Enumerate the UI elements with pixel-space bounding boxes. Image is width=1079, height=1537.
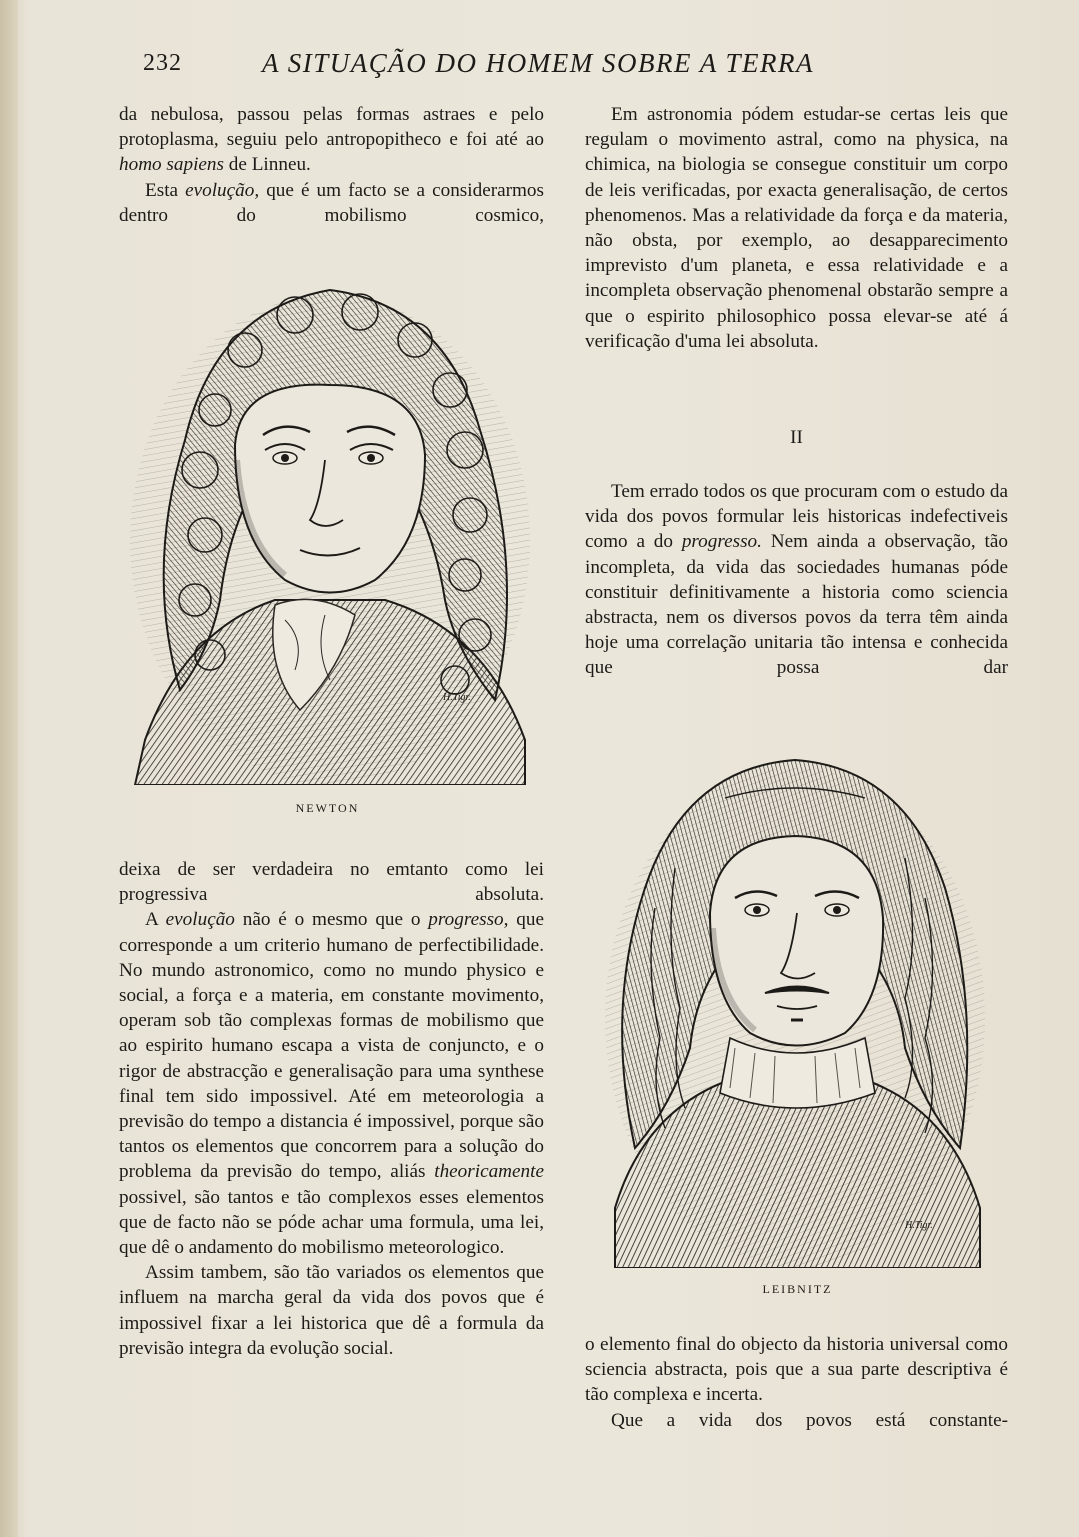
left-column-bottom-text (119, 857, 544, 1361)
paragraph: deixa de ser verdadeira no emtanto como lei progressiva absoluta. (119, 859, 544, 906)
section-number: II (790, 427, 803, 448)
paragraph: Em astronomia pódem estudar-se certas leis que regulam o movimento astral, como na physica, na chimica, na biologia se consegue constituir um corpo de leis verificadas, por exacta generalisação, de certos phenomenos. Mas a relatividade da força e da materia, não obsta, por exemplo, ao desapparecimento imprevisto d'um planeta, e essa relatividade e a incompleta observação phenomenal obstarão sempre a que o espirito philosophico possa elevar-se até á verificação d'uma lei absoluta. (585, 104, 1008, 352)
left-column-top-text (119, 102, 544, 228)
newton-engraving-image (125, 270, 530, 785)
paragraph: Esta evolução, que é um facto se a considerarmos dentro do mobilismo cosmico, (119, 179, 544, 226)
page-number: 232 (143, 50, 182, 76)
right-column-top-text (585, 102, 1008, 354)
paragraph: Tem errado todos os que procuram com o estudo da vida dos povos formular leis historicas indefectiveis como a do progresso. Nem ainda a observação, tão incompleta, da vida das sociedades humanas póde constituir definitivamente a historia como sciencia abstracta, nem os diversos povos da terra têm ainda hoje uma correlação unitaria tão intensa e conhecida que possa dar (585, 481, 1008, 679)
page-header (0, 48, 1079, 88)
paragraph: o elemento final do objecto da historia universal como sciencia abstracta, pois que a sua parte descriptiva é tão complexa e incerta. (585, 1334, 1008, 1406)
right-column-section-text (585, 479, 1008, 681)
leibnitz-portrait (605, 748, 990, 1268)
right-column-bottom-text (585, 1332, 1008, 1433)
paragraph: A evolução não é o mesmo que o progresso, que corresponde a um criterio humano de perfectibilidade. No mundo astronomico, como no mundo physico e social, a força e a materia, em constante movimento, operam sob tão complexas formas de mobilismo que ao espirito humano escapa a vista de conjuncto, e o rigor de abstracção e generalisação para uma synthese final tem sido impossivel. Até em meteorologia a previsão do tempo a distancia é impossivel, porque são tantos os elementos que concorrem para a solução do problema da previsão do tempo, aliás theoricamente possivel, são tantos e tão complexos esses elementos que de facto não se póde achar uma formula, uma lei, que dê o andamento do mobilismo meteorologico. (119, 909, 544, 1259)
svg-text:H.Tigr.: H.Tigr. (443, 692, 471, 703)
svg-text:H.Tigr.: H.Tigr. (905, 1220, 933, 1231)
paragraph: Assim tambem, são tão variados os elementos que influem na marcha geral da vida dos povos que é impossivel fixar a lei historica que dê a formula da previsão integra da evolução social. (119, 1262, 544, 1359)
newton-portrait (125, 270, 530, 785)
leibnitz-engraving-image (605, 748, 990, 1268)
paragraph: Que a vida dos povos está constante- (611, 1409, 1008, 1431)
leibnitz-caption: LEIBNITZ (762, 1282, 833, 1296)
paragraph: da nebulosa, passou pelas formas astraes e pelo protoplasma, seguiu pelo antropopitheco e foi até ao homo sapiens de Linneu. (119, 104, 544, 176)
newton-caption: NEWTON (295, 801, 360, 815)
page-edge (0, 0, 18, 1537)
running-title: A SITUAÇÃO DO HOMEM SOBRE A TERRA (262, 48, 814, 78)
